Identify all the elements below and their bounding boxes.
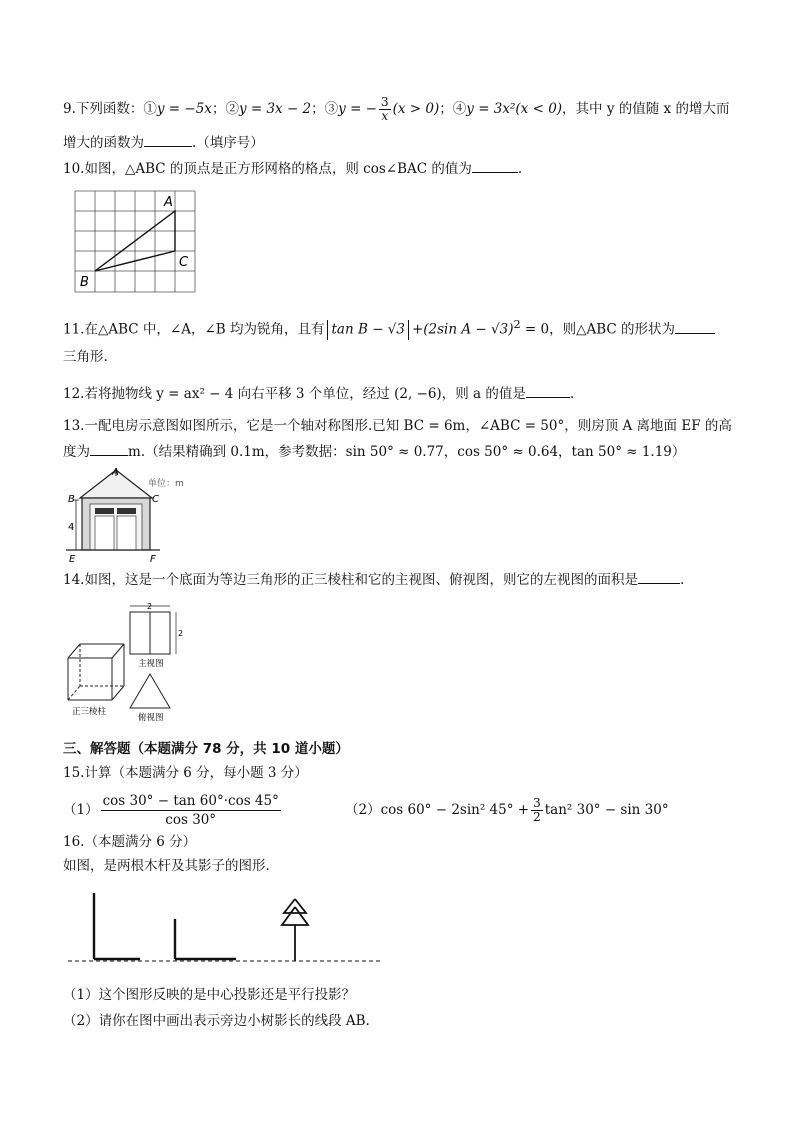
q13-door-right	[117, 516, 136, 550]
section3-title: 三、解答题（本题满分 78 分，共 10 道小题）	[63, 741, 349, 757]
q9-f3-cond: (x > 0)	[392, 101, 440, 117]
q13-line2	[63, 441, 685, 462]
q11-pre: 11.在△ABC 中，∠A，∠B 均为锐角，且有	[63, 321, 325, 338]
q16-tree	[282, 899, 308, 961]
q9-answer-blank[interactable]	[144, 132, 192, 147]
q12-answer-blank[interactable]	[526, 383, 570, 398]
q13-label-f: F	[150, 554, 156, 564]
q9-suffix: ，其中 y 的值随 x 的增大而	[562, 101, 730, 117]
q14-width-label: 2	[147, 602, 153, 611]
q14-prism-caption: 正三棱柱	[72, 707, 107, 717]
q16-sub2: （2）请你在图中画出表示旁边小树影长的线段 AB.	[63, 1013, 370, 1029]
q10-label-a: A	[164, 195, 173, 210]
q9-f3-den: x	[381, 109, 389, 123]
q10-label-c: C	[179, 255, 189, 270]
q13-height-label: 4	[68, 522, 75, 533]
q9-line2-post: .（填序号）	[192, 135, 264, 151]
q14-top-caption: 俯视图	[138, 713, 164, 723]
q11-plus: +	[411, 321, 424, 338]
q11-sq-expr: (2sin A − √3)	[423, 321, 514, 338]
q11-eq: = 0，则△ABC 的形状为	[520, 321, 676, 338]
q12-text-post: .	[569, 386, 575, 402]
q13-line1-text: 13.一配电房示意图如图所示，它是一个轴对称图形.已知 BC = 6m，∠ABC = 50°，则房顶 A 离地面 EF 的高	[63, 418, 732, 434]
q10-text-pre: 10.如图，△ABC 的顶点是正方形网格的格点，则 cos∠BAC 的值为	[63, 161, 472, 177]
q14-figure	[62, 600, 192, 726]
q10-text-post: .	[517, 161, 523, 177]
q15-title: 15.计算（本题满分 6 分，每小题 3 分）	[63, 765, 308, 781]
q11-answer-blank[interactable]	[675, 319, 715, 334]
q13-vent-right	[117, 508, 136, 514]
q13-label-c: C	[152, 494, 159, 505]
q15-p2-pre: cos 60° − 2sin² 45° +	[380, 802, 530, 818]
q11-abs-left	[327, 320, 328, 340]
q12-text	[63, 383, 574, 404]
q10-grid-figure	[72, 188, 200, 296]
q9-f2-mark: ②	[225, 101, 239, 117]
q11-line1	[63, 315, 715, 340]
q15-p2-frac-den: 2	[533, 810, 541, 824]
q12-text-pre: 12.若将抛物线 y = ax² − 4 向右平移 3 个单位，经过 (2, −6)，则 a 的值是	[63, 386, 526, 402]
q13-house-figure	[64, 466, 204, 564]
q13-line1	[63, 416, 732, 436]
q13-label-e: E	[69, 554, 76, 564]
q14-text-pre: 14.如图，这是一个底面为等边三角形的正三棱柱和它的主视图、俯视图，则它的左视图的面积是	[63, 572, 638, 588]
q15-part2	[345, 790, 669, 830]
q14-answer-blank[interactable]	[638, 569, 680, 584]
q15-p2-fraction	[531, 797, 543, 824]
q11-abs-right	[408, 320, 409, 340]
q9-f2: y = 3x − 2	[238, 101, 312, 117]
q16-figure	[64, 885, 386, 967]
q13-line2-post: m.（结果精确到 0.1m，参考数据：sin 50° ≈ 0.77，cos 50° ≈ 0.64，tan 50° ≈ 1.19）	[128, 444, 686, 460]
q9-prefix: 9.下列函数：	[63, 101, 144, 117]
q14-text-post: .	[679, 572, 685, 588]
q10-answer-blank[interactable]	[472, 158, 518, 173]
q14-prism	[68, 644, 124, 700]
q14-height-label: 2	[178, 629, 184, 638]
q9-f3-mark: ③	[324, 101, 339, 117]
q16-sub1: （1）这个图形反映的是中心投影还是平行投影？	[63, 987, 356, 1003]
q14-text	[63, 569, 684, 590]
q15-p1-den: cos 30°	[165, 812, 217, 828]
q9-f3-fraction	[379, 96, 391, 123]
q14-top-view	[130, 674, 170, 708]
q15-p2-frac-num: 3	[533, 796, 541, 810]
q9-f3-num: 3	[381, 95, 389, 109]
q15-part1	[63, 790, 283, 830]
q13-vent-left	[95, 508, 114, 514]
q14-front-caption: 主视图	[138, 659, 164, 669]
q9-f3-pre: y = −	[338, 101, 377, 117]
q11-abs-expr: tan B − √3	[331, 321, 405, 338]
q10-label-b: B	[80, 275, 89, 290]
q15-p2-label: （2）	[345, 802, 381, 818]
q13-label-a: A	[112, 467, 119, 478]
q9-f4: y = 3x²(x < 0)	[466, 101, 563, 117]
q13-answer-blank[interactable]	[90, 441, 128, 456]
q9-sep2: ；	[311, 101, 325, 117]
q13-door-left	[95, 516, 114, 550]
q9-sep1: ；	[211, 101, 226, 117]
q9-f1: y = −5x	[156, 101, 212, 117]
q9-f4-mark: ④	[452, 101, 467, 117]
q9-line2	[63, 132, 264, 153]
q9-f1-mark: ①	[143, 101, 157, 117]
q15-p2-post: tan² 30° − sin 30°	[544, 802, 669, 818]
q10-text	[63, 158, 522, 179]
q9-line1	[63, 96, 729, 123]
q9-sep3: ；	[439, 101, 453, 117]
q9-line2-pre: 增大的函数为	[63, 135, 144, 151]
q13-line2-pre: 度为	[63, 444, 90, 460]
q13-label-b: B	[68, 494, 75, 505]
q11-line2	[63, 347, 108, 367]
q11-sq-exp: 2	[513, 318, 521, 331]
q13-unit-label: 单位：m	[148, 479, 184, 489]
q15-p1-num: cos 30° − tan 60°·cos 45°	[102, 793, 279, 809]
q15-p1-fraction	[101, 792, 281, 829]
q11-line2-text: 三角形.	[63, 349, 108, 365]
q15-p1-label: （1）	[63, 802, 99, 818]
q16-desc: 如图，是两根木杆及其影子的图形.	[63, 858, 270, 874]
q16-title: 16.（本题满分 6 分）	[63, 834, 197, 850]
